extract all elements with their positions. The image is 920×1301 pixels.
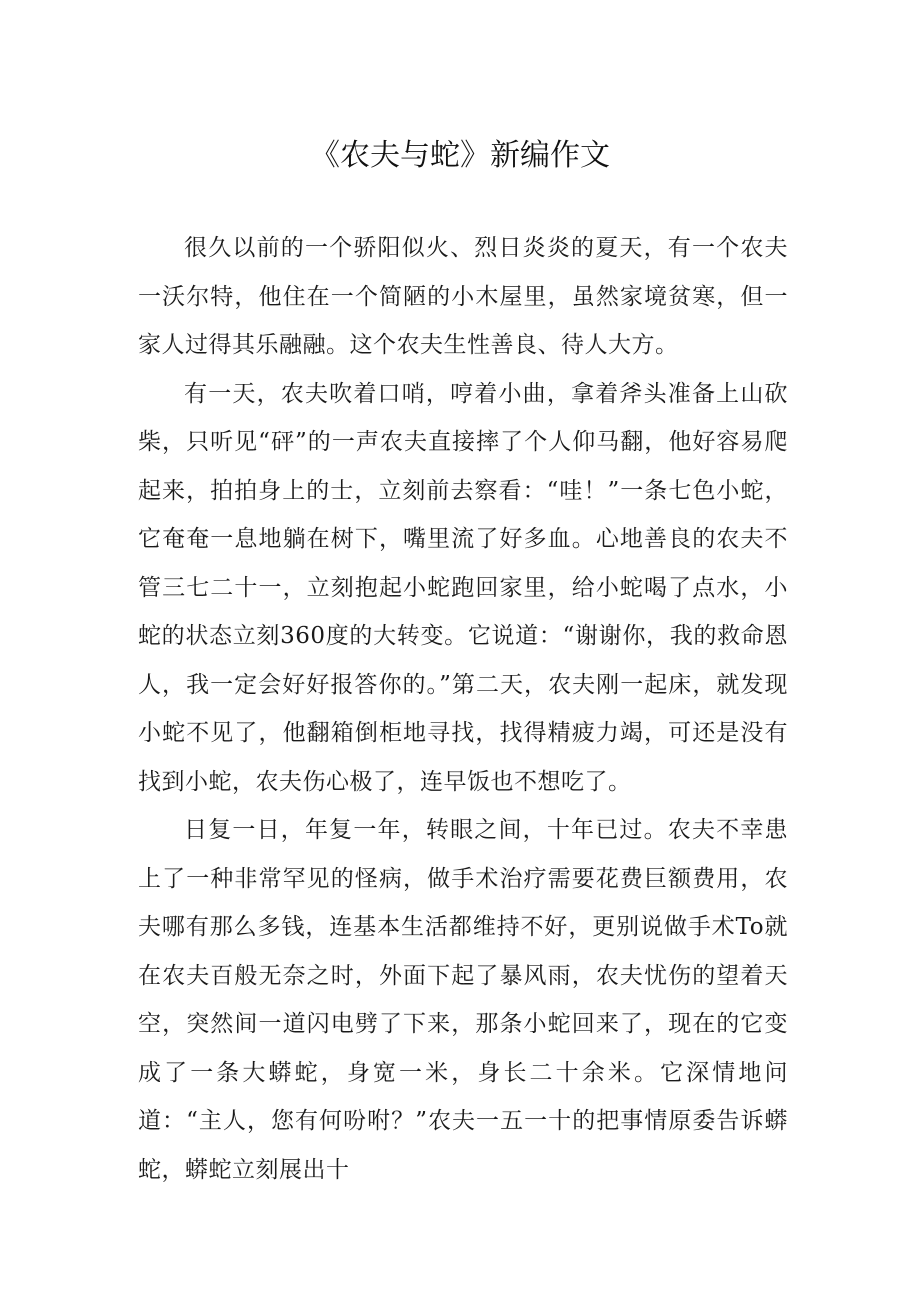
paragraph-2: 有一天，农夫吹着口哨，哼着小曲，拿着斧头准备上山砍柴，只听见“砰”的一声农夫直接摔了个人仰马翻，他好容易爬起来，拍拍身上的士，立刻前去察看：“哇！”一条七色小蛇，它奄奄一息地躺在树下，嘴里流了好多血。心地善良的农夫不管三七二十一，立刻抱起小蛇跑回家里，给小蛇喝了点水，小蛇的状态立刻360度的大转变。它说道：“谢谢你，我的救命恩人，我一定会好好报答你的。”第二天，农夫刚一起床，就发现小蛇不见了，他翻箱倒柜地寻找，找得精疲力竭，可还是没有找到小蛇，农夫伤心极了，连早饭也不想吃了。 [138, 380, 788, 795]
document-title: 《农夫与蛇》新编作文 [310, 138, 610, 173]
paragraph-1: 很久以前的一个骄阳似火、烈日炎炎的夏天，有一个农夫一沃尔特，他住在一个简陋的小木屋里，虽然家境贫寒，但一家人过得其乐融融。这个农夫生性善良、待人大方。 [138, 235, 788, 358]
paragraph-3: 日复一日，年复一年，转眼之间，十年已过。农夫不幸患上了一种非常罕见的怪病，做手术治疗需要花费巨额费用，农夫哪有那么多钱，连基本生活都维持不好，更别说做手术To就在农夫百般无奈之时，外面下起了暴风雨，农夫忧伤的望着天空，突然间一道闪电劈了下来，那条小蛇回来了，现在的它变成了一条大蟒蛇，身宽一米，身长二十余米。它深情地问道：“主人，您有何吩咐？”农夫一五一十的把事情原委告诉蟒蛇，蟒蛇立刻展出十 [138, 817, 788, 1183]
document-body [138, 224, 788, 1194]
